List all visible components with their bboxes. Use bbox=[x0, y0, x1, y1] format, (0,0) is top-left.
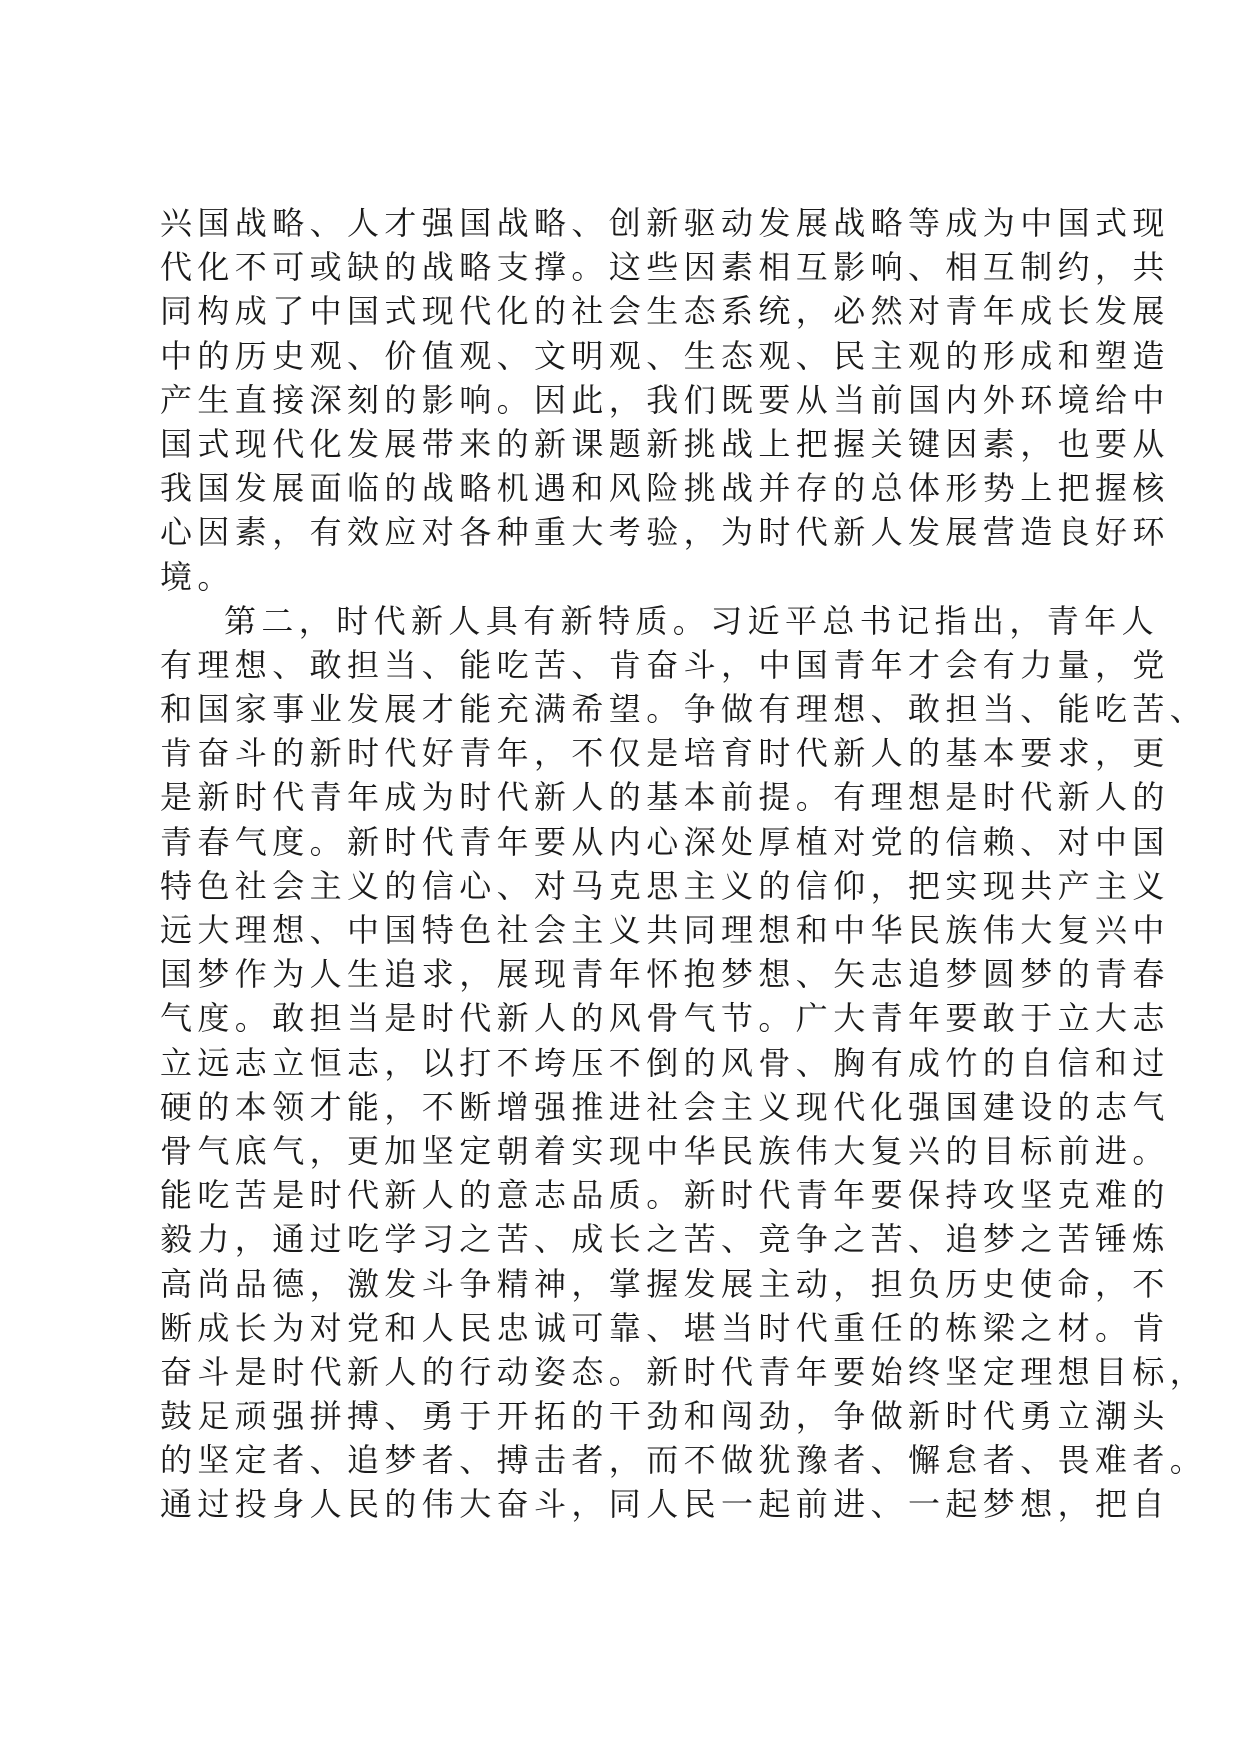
text-line: 代化不可或缺的战略支撑。这些因素相互影响、相互制约，共 bbox=[160, 248, 1170, 287]
body-text bbox=[160, 201, 1208, 1527]
text-line: 奋斗是时代新人的行动姿态。新时代青年要始终坚定理想目标， bbox=[160, 1352, 1208, 1391]
text-line: 骨气底气，更加坚定朝着实现中华民族伟大复兴的目标前进。 bbox=[160, 1131, 1170, 1170]
text-line: 的坚定者、追梦者、搏击者，而不做犹豫者、懈怠者、畏难者。 bbox=[160, 1441, 1208, 1480]
text-line: 和国家事业发展才能充满希望。争做有理想、敢担当、能吃苦、 bbox=[160, 690, 1208, 729]
text-line: 产生直接深刻的影响。因此，我们既要从当前国内外环境给中 bbox=[160, 380, 1170, 419]
text-line: 远大理想、中国特色社会主义共同理想和中华民族伟大复兴中 bbox=[160, 911, 1170, 949]
text-line: 断成长为对党和人民忠诚可靠、堪当时代重任的栋梁之材。肯 bbox=[160, 1308, 1170, 1347]
text-line: 是新时代青年成为时代新人的基本前提。有理想是时代新人的 bbox=[160, 778, 1170, 817]
text-line: 硬的本领才能，不断增强推进社会主义现代化强国建设的志气 bbox=[160, 1087, 1170, 1126]
text-line: 国梦作为人生追求，展现青年怀抱梦想、矢志追梦圆梦的青春 bbox=[160, 955, 1170, 994]
text-line: 我国发展面临的战略机遇和风险挑战并存的总体形势上把握核 bbox=[160, 469, 1170, 508]
text-line: 心因素，有效应对各种重大考验，为时代新人发展营造良好环 bbox=[160, 513, 1170, 552]
text-line: 立远志立恒志，以打不垮压不倒的风骨、胸有成竹的自信和过 bbox=[160, 1043, 1170, 1082]
text-line: 鼓足顽强拼搏、勇于开拓的干劲和闯劲，争做新时代勇立潮头 bbox=[160, 1397, 1170, 1436]
text-line: 同构成了中国式现代化的社会生态系统，必然对青年成长发展 bbox=[160, 292, 1170, 331]
text-line: 境。 bbox=[160, 557, 235, 596]
paragraph-start-line: 第二，时代新人具有新特质。习近平总书记指出，青年人 bbox=[224, 601, 1160, 640]
text-line: 气度。敢担当是时代新人的风骨气节。广大青年要敢于立大志 bbox=[160, 999, 1170, 1038]
text-line: 能吃苦是时代新人的意志品质。新时代青年要保持攻坚克难的 bbox=[160, 1176, 1170, 1215]
text-line: 通过投身人民的伟大奋斗，同人民一起前进、一起梦想，把自 bbox=[160, 1485, 1170, 1524]
text-line: 青春气度。新时代青年要从内心深处厚植对党的信赖、对中国 bbox=[160, 822, 1170, 861]
text-line: 国式现代化发展带来的新课题新挑战上把握关键因素，也要从 bbox=[160, 424, 1170, 463]
text-line: 特色社会主义的信心、对马克思主义的信仰，把实现共产主义 bbox=[160, 866, 1170, 905]
text-line: 中的历史观、价值观、文明观、生态观、民主观的形成和塑造 bbox=[160, 336, 1170, 375]
text-line: 肯奋斗的新时代好青年，不仅是培育时代新人的基本要求，更 bbox=[160, 734, 1170, 773]
text-line: 兴国战略、人才强国战略、创新驱动发展战略等成为中国式现 bbox=[160, 204, 1170, 242]
text-line: 毅力，通过吃学习之苦、成长之苦、竞争之苦、追梦之苦锤炼 bbox=[160, 1220, 1170, 1259]
text-line: 有理想、敢担当、能吃苦、肯奋斗，中国青年才会有力量，党 bbox=[160, 645, 1170, 684]
text-line: 高尚品德，激发斗争精神，掌握发展主动，担负历史使命，不 bbox=[160, 1264, 1170, 1303]
